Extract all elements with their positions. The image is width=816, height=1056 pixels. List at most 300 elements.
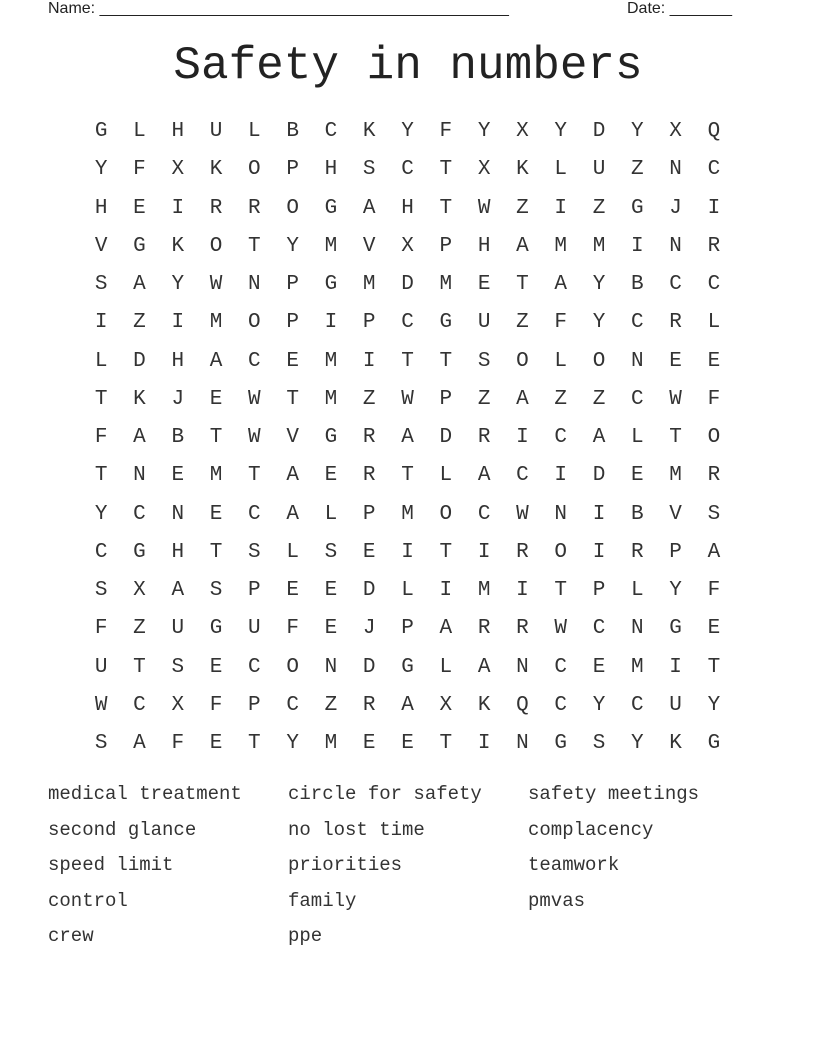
grid-cell: C	[133, 502, 146, 526]
grid-cell: V	[362, 234, 376, 258]
grid-cell: G	[94, 120, 108, 143]
grid-cell: Z	[133, 617, 146, 641]
grid-cell: Y	[592, 273, 606, 296]
grid-cell: B	[631, 502, 644, 526]
word-list-item: ppe	[288, 925, 323, 948]
grid-cell: W	[477, 196, 491, 220]
grid-cell: X	[133, 579, 146, 602]
grid-cell: C	[554, 426, 568, 449]
grid-cell: F	[286, 617, 299, 641]
grid-cell: O	[439, 502, 453, 526]
grid-cell: W	[669, 387, 682, 411]
grid-cell: O	[554, 540, 568, 564]
grid-cell: C	[707, 273, 721, 296]
grid-cell: L	[401, 579, 414, 602]
grid-cell: R	[362, 426, 376, 449]
grid-cell: A	[516, 387, 529, 411]
grid-cell: L	[554, 349, 568, 373]
grid-cell: T	[439, 158, 453, 182]
grid-cell: E	[324, 579, 338, 602]
grid-cell: N	[669, 158, 682, 182]
grid-cell: G	[669, 617, 682, 641]
grid-cell: T	[248, 464, 261, 488]
grid-cell: G	[439, 311, 453, 335]
grid-cell: O	[209, 234, 223, 258]
grid-cell: E	[324, 464, 338, 488]
word-list-item: circle for safety	[288, 783, 482, 805]
grid-cell: E	[286, 579, 299, 602]
grid-cell: W	[209, 273, 223, 296]
grid-row	[82, 496, 733, 534]
grid-cell: M	[631, 655, 644, 679]
grid-cell: O	[592, 349, 606, 373]
grid-cell: Y	[94, 158, 108, 182]
grid-cell: M	[477, 579, 491, 602]
grid-cell: A	[401, 693, 414, 717]
date-field-label: Date: _______	[627, 0, 732, 17]
grid-cell: U	[669, 693, 682, 717]
grid-cell: A	[477, 464, 491, 488]
grid-cell: Z	[362, 387, 376, 411]
grid-cell: B	[171, 426, 185, 449]
grid-cell: U	[209, 120, 223, 143]
grid-cell: E	[631, 464, 644, 488]
grid-cell: W	[554, 617, 568, 641]
grid-cell: I	[362, 349, 376, 373]
grid-cell: E	[707, 617, 721, 641]
grid-cell: Y	[631, 120, 644, 143]
grid-cell: W	[516, 502, 529, 526]
grid-cell: A	[516, 234, 529, 258]
grid-cell: C	[248, 502, 261, 526]
grid-cell: W	[401, 387, 414, 411]
grid-cell: T	[439, 540, 453, 564]
grid-cell: Z	[631, 158, 644, 182]
grid-cell: P	[362, 502, 376, 526]
grid-row	[82, 228, 733, 266]
grid-cell: F	[554, 311, 568, 335]
grid-cell: N	[631, 349, 644, 373]
grid-cell: C	[324, 120, 338, 143]
grid-cell: T	[669, 426, 682, 449]
word-list-item: priorities	[288, 854, 403, 877]
grid-cell: P	[592, 579, 606, 602]
grid-cell: J	[669, 196, 682, 220]
grid-row	[82, 113, 733, 151]
word-list-item: control	[48, 889, 128, 912]
grid-cell: C	[133, 693, 146, 717]
grid-cell: T	[707, 655, 721, 679]
grid-cell: T	[516, 273, 529, 296]
grid-cell: K	[209, 158, 223, 182]
grid-cell: S	[94, 732, 108, 755]
grid-cell: A	[133, 273, 146, 296]
grid-cell: F	[209, 693, 223, 717]
grid-cell: E	[324, 617, 338, 641]
grid-cell: N	[554, 502, 568, 526]
grid-cell: B	[286, 120, 299, 143]
grid-cell: C	[248, 349, 261, 373]
grid-cell: D	[439, 426, 453, 449]
grid-cell: X	[401, 234, 414, 258]
grid-cell: C	[94, 540, 108, 564]
grid-cell: T	[401, 464, 414, 488]
grid-cell: X	[171, 693, 185, 717]
grid-cell: B	[631, 273, 644, 296]
grid-cell: D	[133, 349, 146, 373]
grid-cell: A	[554, 273, 568, 296]
grid-cell: T	[94, 387, 108, 411]
grid-cell: S	[94, 579, 108, 602]
grid-cell: O	[707, 426, 721, 449]
grid-row	[82, 687, 733, 725]
grid-row	[82, 266, 733, 304]
grid-cell: R	[516, 617, 529, 641]
grid-cell: S	[707, 502, 721, 526]
grid-cell: C	[669, 273, 682, 296]
grid-cell: X	[439, 693, 453, 717]
grid-cell: I	[631, 234, 644, 258]
grid-row	[82, 151, 733, 189]
grid-row	[82, 419, 733, 457]
grid-cell: C	[477, 502, 491, 526]
grid-cell: Y	[631, 732, 644, 755]
grid-cell: Q	[707, 120, 721, 143]
grid-cell: A	[592, 426, 606, 449]
grid-cell: C	[592, 617, 606, 641]
grid-cell: F	[439, 120, 453, 143]
grid-cell: T	[439, 349, 453, 373]
grid-cell: T	[401, 349, 414, 373]
grid-cell: S	[324, 540, 338, 564]
word-list-item: teamwork	[528, 854, 620, 877]
grid-cell: C	[401, 311, 414, 335]
grid-cell: M	[324, 234, 338, 258]
grid-cell: M	[669, 464, 682, 488]
word-list-item: complacency	[528, 818, 654, 841]
grid-cell: Y	[171, 273, 185, 296]
grid-cell: M	[209, 464, 223, 488]
grid-cell: C	[707, 158, 721, 182]
grid-cell: K	[477, 693, 491, 717]
grid-cell: Z	[516, 196, 529, 220]
grid-cell: C	[516, 464, 529, 488]
grid-cell: Z	[516, 311, 529, 335]
grid-cell: K	[516, 158, 529, 182]
grid-cell: M	[554, 234, 568, 258]
grid-cell: A	[362, 196, 376, 220]
grid-cell: Z	[592, 387, 606, 411]
grid-cell: G	[324, 426, 338, 449]
grid-cell: I	[477, 732, 491, 755]
grid-cell: L	[554, 158, 568, 182]
grid-cell: Y	[592, 693, 606, 717]
grid-cell: T	[133, 655, 146, 679]
grid-cell: Z	[133, 311, 146, 335]
grid-cell: F	[707, 387, 721, 411]
grid-cell: S	[209, 579, 223, 602]
grid-cell: R	[209, 196, 223, 220]
word-list-item: no lost time	[288, 818, 425, 841]
grid-cell: J	[171, 387, 185, 411]
grid-cell: L	[248, 120, 261, 143]
grid-cell: Z	[477, 387, 491, 411]
grid-cell: M	[324, 387, 338, 411]
grid-cell: I	[94, 311, 108, 335]
grid-cell: A	[133, 426, 146, 449]
name-field-label: Name: ______________________________________________	[48, 0, 509, 17]
grid-cell: V	[286, 426, 299, 449]
grid-cell: O	[516, 349, 529, 373]
grid-cell: I	[171, 196, 185, 220]
grid-cell: F	[94, 426, 108, 449]
grid-cell: P	[439, 387, 453, 411]
grid-cell: L	[286, 540, 299, 564]
grid-cell: P	[401, 617, 414, 641]
grid-cell: L	[631, 426, 644, 449]
grid-cell: X	[516, 120, 529, 143]
grid-cell: I	[171, 311, 185, 335]
grid-cell: G	[707, 732, 721, 755]
grid-cell: E	[133, 196, 146, 220]
grid-cell: E	[286, 349, 299, 373]
grid-cell: E	[209, 387, 223, 411]
grid-cell: A	[286, 502, 299, 526]
grid-cell: S	[362, 158, 376, 182]
grid-cell: C	[631, 387, 644, 411]
word-list-item: second glance	[48, 818, 197, 841]
grid-cell: H	[324, 158, 338, 182]
grid-cell: R	[516, 540, 529, 564]
grid-cell: Y	[401, 120, 414, 143]
page-title: Safety in numbers	[173, 40, 643, 92]
grid-cell: E	[209, 655, 223, 679]
grid-cell: E	[362, 540, 376, 564]
grid-cell: C	[554, 655, 568, 679]
grid-cell: Y	[707, 693, 721, 717]
grid-cell: T	[439, 732, 453, 755]
grid-cell: M	[324, 349, 338, 373]
grid-cell: J	[362, 617, 376, 641]
grid-cell: E	[171, 464, 185, 488]
grid-cell: D	[362, 579, 376, 602]
grid-cell: C	[286, 693, 299, 717]
grid-cell: L	[133, 120, 146, 143]
grid-cell: R	[477, 617, 491, 641]
grid-cell: A	[707, 540, 721, 564]
grid-cell: T	[554, 579, 568, 602]
grid-cell: D	[592, 120, 606, 143]
word-list-item: family	[288, 889, 357, 912]
word-list-item: pmvas	[528, 889, 586, 912]
grid-cell: H	[171, 540, 185, 564]
grid-cell: G	[401, 655, 414, 679]
grid-cell: M	[592, 234, 606, 258]
grid-cell: P	[286, 311, 299, 335]
grid-cell: S	[171, 655, 185, 679]
grid-cell: E	[477, 273, 491, 296]
grid-cell: K	[171, 234, 185, 258]
word-list-item: speed limit	[48, 854, 174, 877]
grid-cell: V	[94, 234, 108, 258]
grid-cell: E	[362, 732, 376, 755]
grid-cell: L	[439, 464, 453, 488]
grid-cell: E	[707, 349, 721, 373]
grid-cell: P	[286, 158, 299, 182]
grid-cell: G	[631, 196, 644, 220]
header	[48, 0, 748, 22]
grid-cell: M	[324, 732, 338, 755]
grid-cell: P	[248, 693, 261, 717]
grid-cell: F	[133, 158, 146, 182]
grid-cell: G	[133, 234, 146, 258]
grid-cell: E	[209, 732, 223, 755]
grid-cell: K	[133, 387, 146, 411]
grid-cell: I	[401, 540, 414, 564]
word-list-item: safety meetings	[528, 783, 700, 805]
grid-cell: F	[707, 579, 721, 602]
grid-cell: E	[669, 349, 682, 373]
grid-cell: T	[209, 540, 223, 564]
grid-cell: M	[362, 273, 376, 296]
grid-cell: A	[133, 732, 146, 755]
grid-cell: W	[94, 693, 108, 717]
grid-cell: R	[707, 234, 721, 258]
grid-cell: O	[286, 196, 299, 220]
grid-cell: C	[554, 693, 568, 717]
grid-cell: E	[592, 655, 606, 679]
grid-cell: R	[248, 196, 261, 220]
grid-cell: S	[477, 349, 491, 373]
grid-row	[82, 190, 733, 228]
grid-row	[82, 304, 733, 342]
grid-cell: R	[631, 540, 644, 564]
grid-cell: K	[669, 732, 682, 755]
grid-cell: U	[171, 617, 185, 641]
grid-cell: G	[554, 732, 568, 755]
grid-cell: D	[401, 273, 414, 296]
grid-cell: G	[324, 196, 338, 220]
grid-cell: N	[171, 502, 185, 526]
grid-cell: A	[477, 655, 491, 679]
grid-cell: Y	[592, 311, 606, 335]
grid-cell: T	[248, 732, 261, 755]
grid-cell: H	[477, 234, 491, 258]
grid-cell: I	[707, 196, 721, 220]
grid-cell: S	[248, 540, 261, 564]
grid-cell: G	[324, 273, 338, 296]
grid-cell: A	[171, 579, 185, 602]
grid-cell: H	[171, 120, 185, 143]
grid-cell: I	[324, 311, 338, 335]
grid-cell: Y	[94, 502, 108, 526]
grid-cell: Z	[592, 196, 606, 220]
grid-cell: U	[248, 617, 261, 641]
grid-cell: M	[209, 311, 223, 335]
grid-cell: I	[669, 655, 682, 679]
grid-row	[82, 343, 733, 381]
grid-cell: N	[669, 234, 682, 258]
grid-cell: M	[401, 502, 414, 526]
grid-cell: H	[401, 196, 414, 220]
grid-cell: T	[286, 387, 299, 411]
grid-cell: I	[439, 579, 453, 602]
grid-cell: R	[362, 693, 376, 717]
grid-cell: C	[401, 158, 414, 182]
grid-cell: Y	[669, 579, 682, 602]
grid-cell: Z	[324, 693, 338, 717]
grid-cell: N	[516, 732, 529, 755]
grid-cell: O	[248, 158, 261, 182]
grid-cell: R	[669, 311, 682, 335]
grid-cell: I	[477, 540, 491, 564]
grid-cell: L	[439, 655, 453, 679]
grid-cell: U	[477, 311, 491, 335]
grid-cell: L	[631, 579, 644, 602]
grid-cell: L	[94, 349, 108, 373]
grid-cell: A	[439, 617, 453, 641]
grid-cell: P	[286, 273, 299, 296]
grid-cell: Y	[286, 732, 299, 755]
grid-cell: Y	[286, 234, 299, 258]
grid-cell: O	[286, 655, 299, 679]
grid-cell: W	[248, 426, 261, 449]
grid-cell: F	[171, 732, 185, 755]
grid-cell: I	[554, 196, 568, 220]
grid-cell: K	[362, 120, 376, 143]
grid-cell: S	[592, 732, 606, 755]
word-list	[48, 777, 768, 955]
grid-cell: I	[592, 540, 606, 564]
grid-row	[82, 381, 733, 419]
grid-cell: A	[286, 464, 299, 488]
grid-cell: G	[133, 540, 146, 564]
grid-cell: P	[248, 579, 261, 602]
grid-cell: X	[171, 158, 185, 182]
grid-cell: G	[209, 617, 223, 641]
grid-cell: O	[248, 311, 261, 335]
grid-cell: T	[439, 196, 453, 220]
grid-cell: I	[516, 426, 529, 449]
word-search-grid	[82, 113, 733, 763]
word-list-item: crew	[48, 925, 94, 948]
grid-cell: Y	[477, 120, 491, 143]
grid-cell: I	[592, 502, 606, 526]
grid-cell: L	[324, 502, 338, 526]
grid-cell: C	[631, 311, 644, 335]
grid-cell: U	[592, 158, 606, 182]
grid-row	[82, 649, 733, 687]
grid-cell: R	[707, 464, 721, 488]
grid-cell: I	[516, 579, 529, 602]
grid-cell: C	[631, 693, 644, 717]
grid-cell: P	[669, 540, 682, 564]
grid-cell: N	[516, 655, 529, 679]
grid-cell: P	[362, 311, 376, 335]
grid-cell: I	[554, 464, 568, 488]
grid-cell: D	[362, 655, 376, 679]
grid-cell: Q	[516, 693, 529, 717]
grid-cell: Y	[554, 120, 568, 143]
grid-cell: H	[94, 196, 108, 220]
grid-cell: V	[669, 502, 682, 526]
grid-cell: C	[248, 655, 261, 679]
grid-cell: X	[477, 158, 491, 182]
grid-cell: H	[171, 349, 185, 373]
grid-cell: Z	[554, 387, 568, 411]
grid-cell: F	[94, 617, 108, 641]
grid-cell: X	[669, 120, 682, 143]
